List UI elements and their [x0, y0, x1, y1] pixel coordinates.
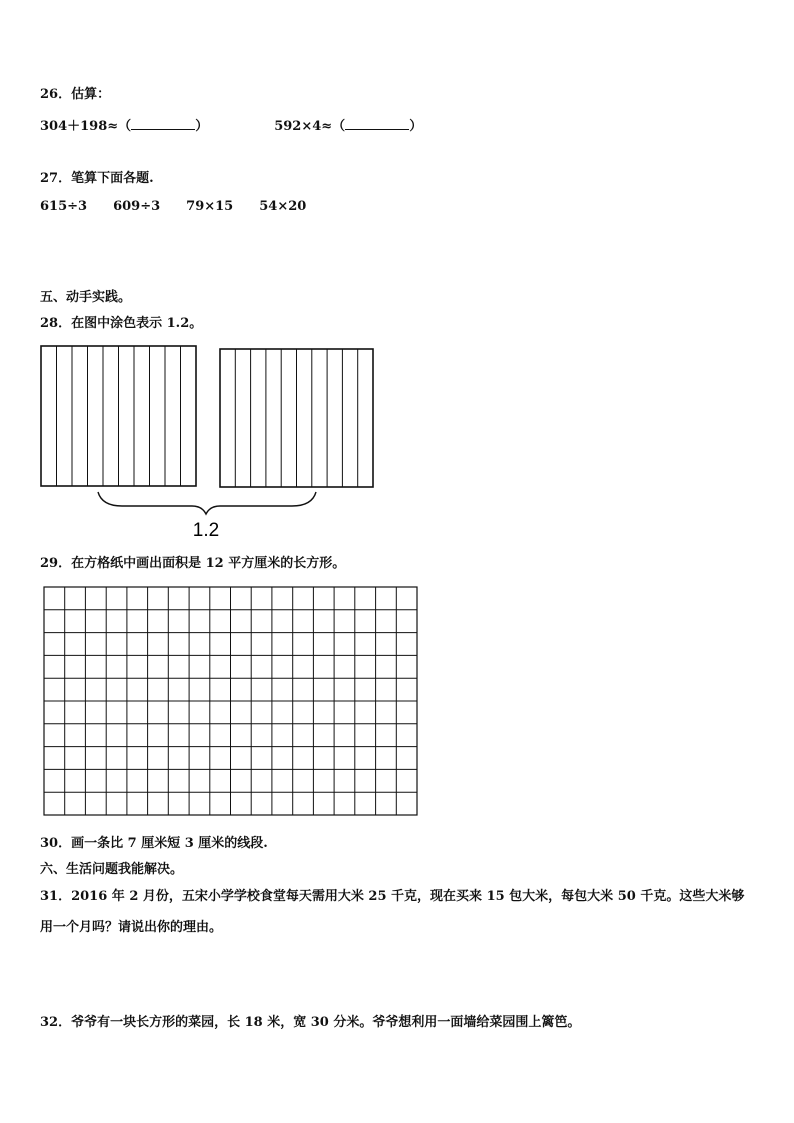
problem-4: 54×20 [259, 199, 307, 214]
close-paren: ） [409, 119, 423, 134]
question-29-title: 29．在方格纸中画出面积是 12 平方厘米的长方形。 [40, 556, 346, 571]
left-square [41, 346, 196, 486]
close-paren: ） [195, 119, 209, 134]
section-5-heading: 五、动手实践。 [40, 290, 132, 305]
section-6-heading: 六、生活问题我能解决。 [40, 862, 184, 877]
question-27-problems [40, 199, 306, 214]
open-paren: （ [118, 119, 132, 134]
question-30-title: 30．画一条比 7 厘米短 3 厘米的线段. [40, 836, 268, 851]
question-28-title: 28．在图中涂色表示 1.2。 [40, 316, 203, 331]
problem-2: 609÷3 [113, 199, 161, 214]
brace-label: 1.2 [192, 520, 220, 540]
question-26-title: 26．估算： [40, 87, 111, 102]
question-31-line-2: 用一个月吗？请说出你的理由。 [40, 920, 223, 935]
problem-1: 615÷3 [40, 199, 88, 214]
right-square [220, 349, 373, 487]
question-32-title: 32．爷爷有一块长方形的菜园，长 18 米，宽 30 分米。爷爷想利用一面墙给菜园围上篱笆。 [40, 1015, 581, 1030]
question-27-title: 27．笔算下面各题. [40, 171, 154, 186]
decimal-strips-figure[interactable] [36, 344, 381, 540]
curly-brace [98, 492, 316, 514]
question-31-line-1: 31．2016 年 2 月份，五宋小学学校食堂每天需用大米 25 千克，现在买来 15 包大米，每包大米 50 千克。这些大米够 [40, 889, 745, 904]
estimate-2-answer-blank[interactable] [345, 117, 409, 130]
open-paren: （ [332, 119, 346, 134]
estimate-2-expression: 592×4≈ [274, 119, 333, 134]
problem-3: 79×15 [186, 199, 234, 214]
estimate-1-expression: 304＋198≈ [40, 119, 119, 134]
estimate-1-answer-blank[interactable] [131, 117, 195, 130]
question-26-estimates [40, 115, 422, 134]
grid-paper[interactable] [43, 586, 419, 818]
